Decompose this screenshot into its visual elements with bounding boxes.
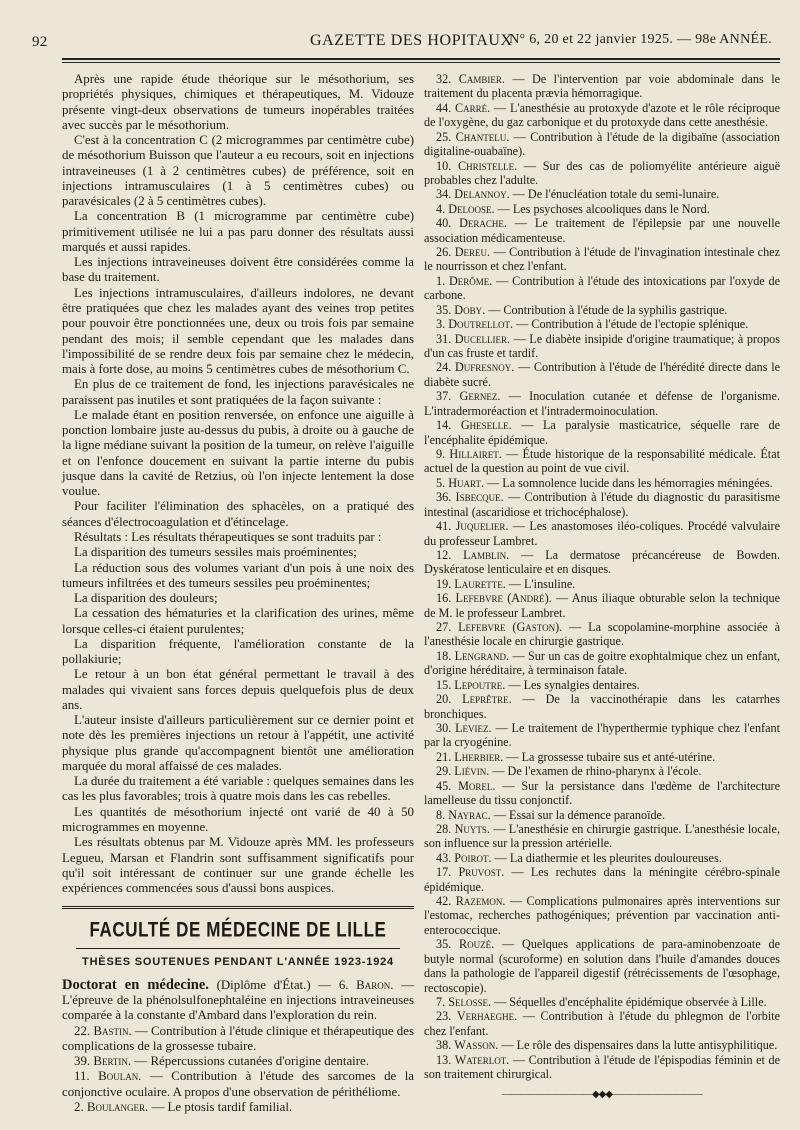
author-name: Bastin.: [93, 1023, 132, 1038]
thesis-title: — Les anastomoses iléo-coliques. Procédé valvulaire du professeur Lambret.: [424, 519, 780, 548]
thesis-number: 8.: [436, 807, 449, 822]
thesis-title: — Contribution à l'étude du phlegmon de l'orbite chez l'enfant.: [424, 1009, 781, 1038]
paragraph: La durée du traitement a été variable : quelques semaines dans les cas les plus favorables; trois à quatre mois dans les cas rebelles.: [62, 774, 414, 804]
thesis-title: — L'anesthésie au protoxyde d'azote et le rôle réciproque de l'oxygène, du gaz carbonique et du protoxyde dans cette anesthésie.: [424, 100, 780, 130]
paragraph: Le malade étant en position renversée, on enfonce une aiguille à ponction lombaire juste au-dessus du pubis, à droite ou à gauche de la ligne médiane suivant la position de la tumeur, on relève l'aiguille et on l'enfonce doucement en suivant la partie interne du pubis jusque dans la cavité de Retzius, où l'on injecte lentement la dose voulue.: [62, 407, 414, 499]
thesis-entry: [62, 1054, 414, 1069]
thesis-number: 43.: [436, 850, 455, 865]
thesis-entry: [424, 649, 780, 678]
thesis-number: 7.: [436, 995, 449, 1009]
author-name: Lefebvre (André).: [455, 591, 552, 606]
thesis-number: 2.: [74, 1100, 87, 1114]
thesis-title: — Sur des cas de poliomyélite antérieure aiguë probables chez l'adulte.: [424, 158, 781, 187]
paragraph: Les injections intraveineuses doivent être considérées comme la base du traitement.: [62, 255, 414, 285]
thesis-title: — Contribution à l'étude du diagnostic du parasitisme intestinal (ascaridiose et trichocéphalose).: [424, 490, 780, 519]
author-name: Wasson.: [454, 1038, 499, 1053]
thesis-number: 27.: [436, 620, 459, 635]
paragraph: La réduction sous des volumes variant d'un pois à une noix des tumeurs infiltrées et des tumeurs sessiles peu proéminentes;: [62, 560, 414, 590]
thesis-number: 13.: [436, 1052, 455, 1067]
thesis-entry: [424, 692, 780, 721]
thesis-title: — Contribution à l'étude clinique et thérapeutique des complications de la grossesse tubaire.: [62, 1023, 414, 1053]
thesis-entry: [424, 591, 780, 620]
thesis-entry: [424, 937, 780, 995]
author-name: Lamblin.: [463, 547, 510, 562]
thesis-entry: [424, 360, 780, 389]
thesis-title: — Complications pulmonaires après interventions sur l'estomac, recherches pathogéniques; prévention par vaccination anti-enterococcique.: [424, 894, 780, 937]
thesis-number: 18.: [436, 648, 455, 663]
thesis-number: 38.: [436, 1038, 455, 1053]
thesis-entry: [424, 577, 780, 591]
thesis-title: — L'insuline.: [505, 576, 576, 591]
thesis-entry: [424, 274, 780, 303]
thesis-number: 19.: [436, 576, 455, 591]
thesis-entry: [424, 678, 780, 692]
thesis-entry: [424, 620, 780, 649]
issue-info: N° 6, 20 et 22 janvier 1925. — 98e ANNÉE.: [509, 32, 772, 47]
thesis-entry: [424, 202, 780, 216]
thesis-number: 39.: [74, 1054, 94, 1069]
author-name: Lefebvre (Gaston).: [458, 620, 563, 635]
paragraph: Le retour à un bon état général permettant le travail à des malades qui vivaient sans forces depuis quelquefois plus de deux ans.: [62, 667, 414, 712]
author-name: Lengrand.: [454, 648, 510, 663]
thesis-entry: [424, 389, 780, 418]
journal-title: GAZETTE DES HOPITAUX: [310, 32, 513, 49]
author-name: Liévin.: [454, 764, 490, 779]
thesis-entry: [424, 130, 780, 159]
thesis-title: — Le ptosis tardif familial.: [148, 1100, 293, 1114]
thesis-number: 20.: [436, 692, 463, 707]
author-name: Boulanger.: [86, 1100, 149, 1114]
thesis-title: — Essai sur la démence paranoïde.: [490, 807, 666, 822]
author-name: Leprêtre.: [462, 692, 512, 707]
thesis-title: — Sur la persistance dans l'œdème de l'architecture lamelleuse du tissu conjonctif.: [424, 778, 781, 808]
thesis-title: — Le traitement de l'hyperthermie typhique chez l'enfant par la cryogénine.: [424, 720, 781, 750]
author-name: Laurette.: [454, 576, 506, 591]
thesis-entry: [424, 159, 780, 188]
thesis-entry: [424, 894, 780, 937]
thesis-title: — Contribution à l'étude de l'invagination intestinale chez le nourrisson et chez l'enfant.: [424, 245, 781, 274]
page-number: 92: [32, 34, 48, 50]
thesis-entry: [424, 476, 780, 490]
thesis-number: 35.: [436, 302, 455, 317]
thesis-title: — La dermatose précancéreuse de Bowden. Dyskératose lenticulaire et en disques.: [424, 547, 780, 577]
thesis-number: 24.: [436, 360, 455, 375]
author-name: Doby.: [454, 302, 486, 317]
thesis-title: — Étude historique de la responsabilité médicale. État actuel de la question au point de vue civil.: [424, 446, 780, 476]
thesis-entry: [424, 101, 780, 130]
author-name: Bertin.: [93, 1054, 132, 1069]
author-name: Deloose.: [448, 201, 495, 216]
thesis-number: 3.: [436, 317, 449, 332]
thesis-title: — De l'intervention par voie abdominale dans le traitement du placenta prævia hémorragique.: [424, 72, 781, 101]
thesis-title: — L'anesthésie en chirurgie gastrique. L'anesthésie locale, son influence sur la pression artérielle.: [424, 821, 780, 851]
thesis-title: — La somnolence lucide dans les hémorragies méningées.: [484, 475, 773, 490]
thesis-title: — La grossesse tubaire sus et anté-utérine.: [503, 749, 716, 764]
running-header: [32, 28, 772, 52]
thesis-title: — Inoculation cutanée et défense de l'organisme. L'intradermoréaction et l'intradermoinoculation.: [424, 389, 780, 418]
thesis-number: 16.: [436, 591, 456, 606]
section-title: FACULTÉ DE MÉDECINE DE LILLE: [89, 917, 387, 942]
author-name: Chantelu.: [455, 129, 510, 144]
thesis-title: — La diathermie et les pleurites douloureuses.: [491, 850, 722, 865]
author-name: Cambier.: [458, 72, 505, 86]
thesis-title: — Les psychoses alcooliques dans le Nord.: [494, 201, 710, 216]
author-name: Isbecque.: [455, 490, 504, 505]
thesis-title: — Contribution à l'étude des intoxications par l'oxyde de carbone.: [424, 273, 781, 303]
thesis-entry: [424, 548, 780, 577]
thesis-number: 29.: [436, 764, 455, 779]
thesis-title: — La paralysie masticatrice, séquelle rare de l'encéphalite épidémique.: [424, 418, 780, 447]
thesis-number: 35.: [436, 937, 460, 952]
thesis-number: 14.: [436, 418, 461, 433]
paragraph: La disparition fréquente, l'amélioration constante de la pollakiurie;: [62, 636, 414, 667]
paragraph: Pour faciliter l'élimination des sphacèles, on a pratiqué des séances d'électrocoagulation et d'étincelage.: [62, 499, 414, 529]
thesis-number: 36.: [436, 490, 456, 505]
thesis-number: 32.: [436, 72, 459, 86]
thesis-entry: [424, 1038, 780, 1052]
header-rule: [62, 58, 780, 60]
thesis-title: — La scopolamine-morphine associée à l'anesthésie locale en chirurgie gastrique.: [424, 620, 780, 649]
thesis-title: — Sur un cas de goitre exophtalmique chez un enfant, d'origine héréditaire, à terminaison fatale.: [424, 648, 781, 678]
thesis-number: 17.: [436, 865, 459, 880]
thesis-entry: [424, 418, 780, 447]
thesis-entry: [424, 779, 780, 808]
author-name: Pruvost.: [458, 865, 505, 880]
author-name: Derôme.: [448, 273, 493, 288]
thesis-entry: [424, 1053, 780, 1082]
author-name: Poirot.: [454, 850, 492, 865]
thesis-title: — Quelques applications de para-aminobenzoate de butyle normal (scuroforme) en solution dans l'huile d'amandes douces dans la pathologie de l'appareil digestif (rétrécissements de l'œsophage, rectoscopie).: [424, 937, 780, 995]
thesis-number: 34.: [436, 187, 455, 202]
author-name: Lherbier.: [454, 749, 504, 764]
thesis-entry: [62, 978, 414, 1024]
thesis-number: 40.: [436, 216, 460, 231]
paragraph: La cessation des hématuries et la clarification des urines, même lorsque celles-ci étaient purulentes;: [62, 606, 414, 636]
thesis-number: 42.: [436, 894, 456, 909]
author-name: Carré.: [455, 100, 491, 115]
thesis-entry: [424, 865, 780, 894]
thesis-entry: [424, 851, 780, 865]
article-body: [62, 72, 414, 896]
thesis-title: — De l'examen de rhino-pharynx à l'école.: [489, 764, 702, 779]
thesis-entry: [424, 245, 780, 274]
thesis-number: 45.: [436, 778, 459, 793]
paragraph: En plus de ce traitement de fond, les injections paravésicales ne paraissent pas inutiles et sont pratiquées de la façon suivante :: [62, 377, 414, 407]
thesis-entry: [424, 995, 780, 1009]
paragraph: Les injections intramusculaires, d'ailleurs indolores, ne devant être pratiquées que chez les malades ayant des veines trop petites pour pouvoir être ponctionnées une, deux ou trois fois par semaine pendant des mois; il semble cependant que les malades dans l'impossibilité de se rendre deux fois par semaine chez le médecin, mais à forte dose, au moins 5 centimètres cubes de mésothorium C.: [62, 285, 414, 377]
author-name: Nuyts.: [454, 821, 490, 836]
thesis-entry: [424, 822, 780, 851]
section-underline: [76, 948, 400, 949]
thesis-title: — Contribution à l'étude de l'épispodias féminin et de son traitement chirurgical.: [424, 1052, 781, 1082]
thesis-title: — Les rechutes dans la méningite cérébro-spinale épidémique.: [424, 865, 781, 894]
thesis-number: 9.: [436, 446, 450, 461]
section-divider: [62, 906, 414, 909]
left-column: [62, 72, 414, 1115]
thesis-title: — Le rôle des dispensaires dans la lutte antisyphilitique.: [498, 1038, 778, 1053]
author-name: Waterlot.: [454, 1052, 510, 1067]
thesis-title: — De l'énucléation totale du semi-lunaire.: [509, 187, 720, 202]
thesis-entry: [424, 72, 780, 101]
thesis-entry: [424, 808, 780, 822]
thesis-title: — Contribution à l'étude de l'hérédité directe dans le diabète sucré.: [424, 360, 780, 389]
thesis-number: 28.: [436, 821, 455, 836]
right-column: [424, 72, 780, 1102]
paragraph: La disparition des tumeurs sessiles mais proéminentes;: [74, 545, 357, 560]
author-name: Hillairet.: [449, 446, 502, 461]
author-name: Nayrac.: [448, 807, 491, 822]
author-name: Selosse.: [448, 995, 492, 1009]
thesis-title: — Le diabète insipide d'origine traumatique; à propos d'un cas fruste et tardif.: [424, 331, 781, 361]
thesis-entry: [62, 1069, 414, 1100]
paragraph: La concentration B (1 microgramme par centimètre cube) primitivement utilisée ne lui a pas paru donner des résultats aussi marqués et aussi rapides.: [62, 209, 414, 254]
thesis-title: — Anus iliaque obturable selon la technique de M. le professeur Lambret.: [424, 591, 780, 620]
thesis-number: 10.: [436, 158, 458, 173]
author-name: Gheselle.: [460, 418, 512, 433]
thesis-entry: [424, 519, 780, 548]
paragraph: C'est à la concentration C (2 microgrammes par centimètre cube) de mésothorium Buisson que l'auteur a eu recours, soit en injections intraveineuses (1 à 2 centimètres cubes) de préférence, soit en injections intramusculaires (1 à 5 centimètres cubes) ou paravésicales (2 à 5 centimètres cubes).: [62, 133, 414, 209]
thesis-title: — L'épreuve de la phénolsulfonephtaléine en injections intraveineuses comparée à la constante d'Ambard dans l'exploration du rein.: [62, 977, 414, 1023]
thesis-entry: [424, 303, 780, 317]
thesis-title: — Les synalgies dentaires.: [505, 677, 640, 692]
thesis-title: — Répercussions cutanées d'origine dentaire.: [131, 1054, 369, 1069]
thesis-number: 1.: [436, 273, 449, 288]
author-name: Dereu.: [454, 245, 491, 260]
results-heading: Résultats : Les résultats thérapeutiques se sont traduits par :: [74, 529, 382, 544]
author-name: Huart.: [448, 475, 484, 490]
paragraph: Les résultats obtenus par M. Vidouze après MM. les professeurs Legueu, Marsan et Flandrin sont suffisamment significatifs pour qu'il soit intéressant de continuer sur une grande échelle les expériences commencées sous d'aussi bons auspices.: [62, 835, 414, 896]
thesis-entry: [424, 447, 780, 476]
thesis-title: — Contribution à l'étude de la digibaïne (association digitaline-ouabaïne).: [424, 129, 780, 159]
thesis-entry: [424, 317, 780, 331]
author-name: Verhaeghe.: [456, 1009, 518, 1024]
thesis-entry: [62, 1024, 414, 1055]
author-name: Juquelier.: [455, 519, 509, 534]
thesis-number: 4.: [436, 201, 449, 216]
thesis-number: 25.: [436, 129, 456, 144]
paragraph: Les quantités de mésothorium injecté ont varié de 40 à 50 microgrammes en moyenne.: [62, 804, 414, 835]
author-name: Rouzé.: [459, 937, 495, 952]
thesis-title: — De la vaccinothérapie dans les catarrhes bronchiques.: [424, 692, 780, 721]
author-name: Lepoutre.: [454, 677, 506, 692]
thesis-title: — Contribution à l'étude des sarcomes de la conjonctive oculaire. A propos d'une observation de périthéliome.: [62, 1069, 414, 1099]
thesis-number: 31.: [436, 331, 455, 346]
thesis-entry: [424, 216, 780, 245]
doctorat-note: (Diplôme d'État.) — 6.: [208, 977, 357, 992]
thesis-entry: [424, 332, 780, 361]
thesis-number: 21.: [436, 749, 455, 764]
author-name: Leviez.: [455, 720, 492, 735]
thesis-number: 30.: [436, 720, 456, 735]
thesis-entry: [424, 764, 780, 778]
thesis-entry: [424, 750, 780, 764]
thesis-number: 41.: [436, 519, 456, 534]
thesis-entry: [424, 1009, 780, 1038]
thesis-number: 12.: [436, 547, 464, 562]
thesis-number: 23.: [436, 1009, 457, 1024]
paragraph: L'auteur insiste d'ailleurs particulièrement sur ce dernier point et note dès les premières injections un retour à l'appétit, une activité physique plus grande qu'accompagnent bientôt une amélioration marquée du moral affaissé de ces malades.: [62, 713, 414, 773]
thesis-number: 44.: [436, 100, 456, 115]
thesis-title: — Séquelles d'encéphalite épidémique observée à Lille.: [491, 995, 767, 1009]
thesis-title: — Le traitement de l'épilepsie par une nouvelle association médicamenteuse.: [424, 216, 780, 245]
author-name: Doutrellot.: [448, 317, 514, 332]
thesis-entry: [424, 187, 780, 201]
thesis-number: 11.: [74, 1069, 99, 1084]
thesis-title: — Contribution à l'étude de la syphilis gastrique.: [485, 302, 728, 317]
thesis-entry: [424, 490, 780, 519]
author-name: Derache.: [459, 216, 507, 231]
theses-title: THÈSES SOUTENUES PENDANT L'ANNÉE 1923-1924: [82, 955, 394, 968]
author-name: Christelle.: [457, 158, 518, 173]
author-name: Boulan.: [98, 1069, 142, 1084]
header-rule-thin: [62, 62, 780, 63]
author-name: Delannoy.: [454, 187, 510, 202]
author-name: Dufresnoy.: [454, 360, 515, 375]
thesis-number: 5.: [436, 475, 449, 490]
author-name: Baron.: [356, 977, 394, 992]
thesis-number: 26.: [436, 245, 455, 260]
doctorat-label: Doctorat en médecine.: [62, 976, 209, 993]
author-name: Razemon.: [455, 894, 506, 909]
author-name: Gernez.: [459, 389, 501, 404]
thesis-number: 37.: [436, 389, 460, 404]
author-name: Ducellier.: [454, 331, 511, 346]
thesis-number: 22.: [74, 1023, 94, 1038]
thesis-number: 15.: [436, 677, 455, 692]
thesis-entry: [424, 721, 780, 750]
thesis-title: — Contribution à l'étude de l'ectopie splénique.: [513, 317, 749, 332]
thesis-entry: [62, 1100, 414, 1115]
end-ornament: ——————————◆◆◆——————————: [501, 1088, 703, 1100]
paragraph: La disparition des douleurs;: [74, 591, 218, 606]
paragraph: Après une rapide étude théorique sur le mésothorium, ses propriétés physiques, chimiques et thérapeutiques, M. Vidouze présente vingt-deux observations de tumeurs inopérables traitées avec succès par le mésothorium.: [62, 72, 414, 132]
author-name: Morel.: [458, 778, 496, 793]
